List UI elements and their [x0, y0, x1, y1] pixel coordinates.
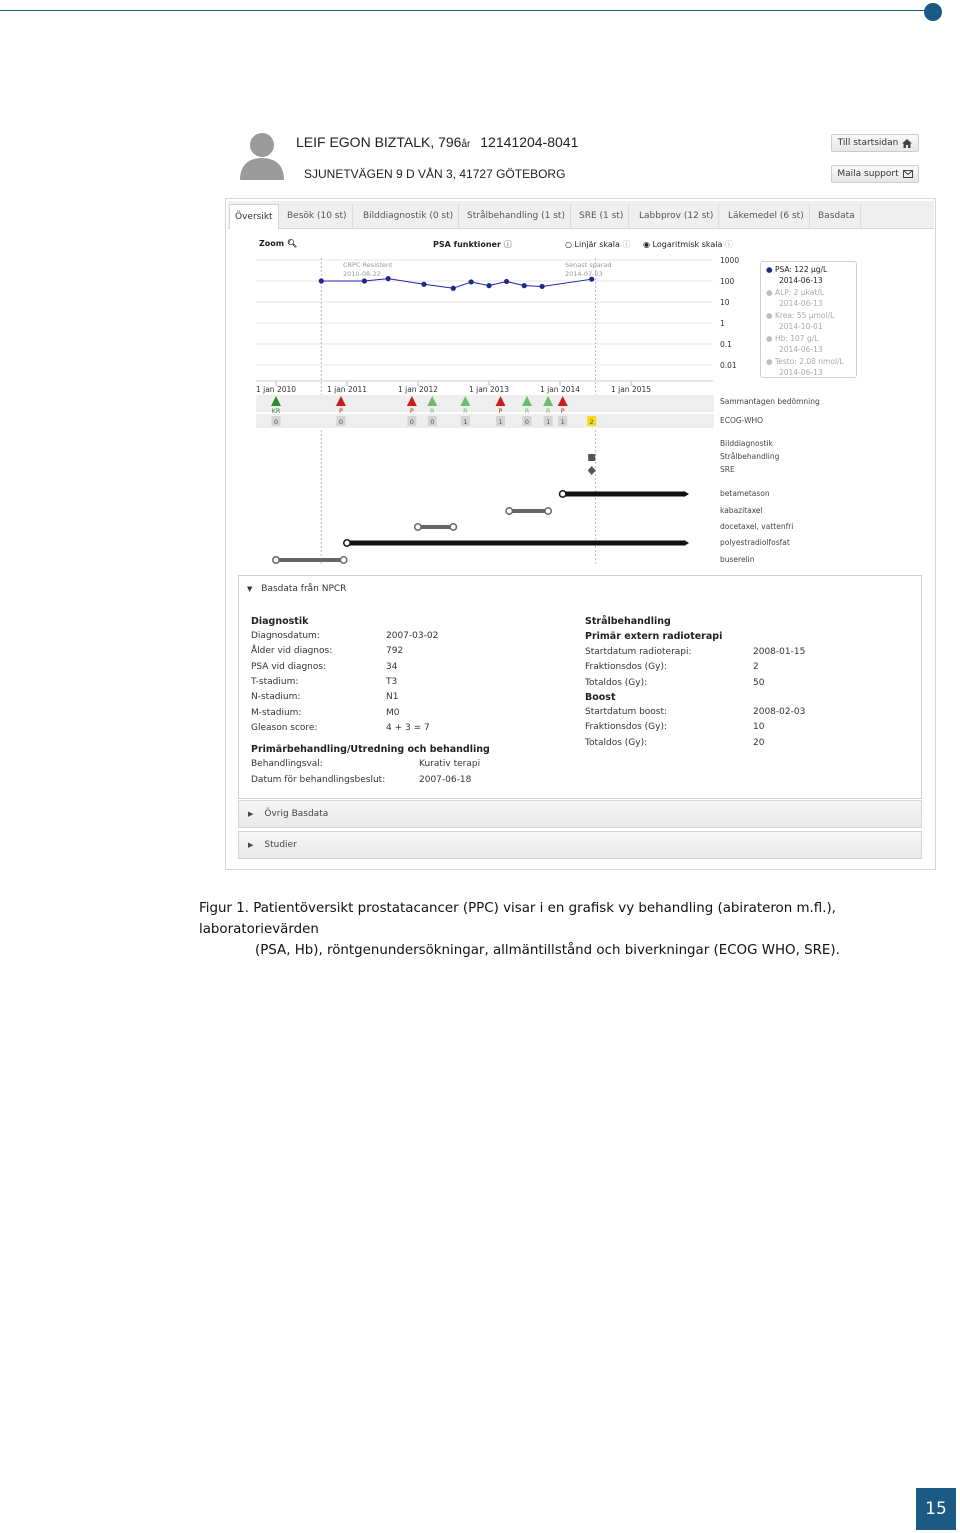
ovrig-label: Övrig Basdata — [264, 809, 329, 819]
y-tick-label: 100 — [720, 277, 735, 286]
legend-label: Krea: 55 µmol/L — [774, 311, 835, 320]
y-tick-label: 0.1 — [720, 340, 732, 349]
saved-annotation — [565, 261, 612, 279]
age-unit: år — [461, 139, 471, 150]
ecog-value: 1 — [546, 418, 551, 426]
field-label: Behandlingsval: — [251, 759, 323, 769]
figure-caption — [199, 898, 949, 961]
log-scale-label: Logaritmisk skala — [652, 240, 723, 249]
drug-start-marker — [506, 508, 512, 514]
legend-label: Testo: 2.08 nmol/L — [774, 357, 844, 366]
x-tick-label: 1 jan 2010 — [255, 385, 297, 394]
tab-labbprov[interactable]: Labbprov (12 st) — [634, 204, 719, 228]
drug-label: polyestradiolfosfat — [720, 538, 790, 547]
caption-line-2: (PSA, Hb), röntgenundersökningar, allmäntillstånd och biverkningar (ECOG WHO, SRE). — [255, 943, 840, 958]
y-tick-label: 0.01 — [720, 361, 737, 370]
sre-marker — [588, 466, 596, 475]
ecog-value: 0 — [338, 418, 343, 426]
diagnostik-heading: Diagnostik — [251, 616, 309, 627]
drug-start-marker — [415, 524, 421, 530]
stral-heading: Strålbehandling — [585, 616, 671, 627]
drug-start-marker — [273, 557, 279, 563]
tab-oversikt[interactable]: Översikt — [229, 204, 279, 229]
field-value: 2007-06-18 — [419, 774, 472, 785]
tab-stralbehandling[interactable]: Strålbehandling (1 st) — [462, 204, 571, 228]
field-label: N-stadium: — [251, 692, 301, 703]
legend-item[interactable] — [766, 287, 844, 309]
legend-date: 2014-10-01 — [779, 322, 823, 331]
ecog-value: 0 — [409, 418, 414, 426]
field-value: 10 — [753, 722, 765, 733]
drug-label: kabazitaxel — [720, 506, 763, 515]
field-value: 2008-01-15 — [753, 647, 806, 657]
caret-down-icon: ▼ — [247, 585, 253, 593]
x-tick-label: 1 jan 2013 — [468, 385, 510, 394]
patient-id: 12141204-8041 — [480, 134, 579, 150]
field-label: M-stadium: — [251, 707, 302, 718]
legend-dot-icon: ● — [766, 311, 775, 320]
ecog-value: 0 — [524, 418, 530, 426]
crpc-annotation — [343, 261, 393, 279]
psa-point — [486, 283, 491, 288]
basdata-panel — [238, 575, 922, 799]
info-icon: ⓘ — [503, 240, 512, 249]
info-icon: ⓘ — [622, 240, 631, 249]
basdata-header[interactable] — [247, 584, 346, 594]
linear-scale-label: Linjär skala — [574, 240, 620, 249]
field-label: Totaldos (Gy): — [585, 737, 648, 748]
ecog-value: 1 — [498, 418, 503, 426]
field-label: Datum för behandlingsbeslut: — [251, 774, 386, 785]
assessment-label: R — [430, 407, 435, 415]
row-label-imaging: Bilddiagnostik — [720, 439, 773, 448]
psa-line — [321, 279, 591, 289]
drug-label: betametason — [720, 489, 770, 498]
ecog-value: 1 — [560, 418, 565, 426]
legend-label: PSA: 122 µg/L — [774, 265, 828, 274]
saved-title: Senast sparad — [565, 261, 612, 269]
assessment-label: P — [338, 407, 343, 415]
y-tick-label: 10 — [720, 298, 730, 307]
primar-heading: Primärbehandling/Utredning och behandling — [251, 744, 490, 755]
crpc-date: 2010-08-22 — [343, 270, 381, 278]
patient-address: SJUNETVÄGEN 9 D VÅN 3, 41727 GÖTEBORG — [304, 167, 566, 181]
legend-item[interactable] — [766, 264, 844, 286]
drug-end-marker — [450, 524, 456, 530]
psa-point — [504, 279, 509, 284]
legend-dot-icon: ● — [766, 357, 775, 366]
row-label-sre: SRE — [720, 465, 735, 474]
legend-date: 2014-06-13 — [779, 368, 823, 377]
field-value: 2007-03-02 — [386, 631, 439, 641]
y-tick-label: 1 — [720, 319, 725, 328]
tab-sre[interactable]: SRE (1 st) — [574, 204, 629, 228]
assessment-label: P — [409, 407, 414, 415]
field-value: 2008-02-03 — [753, 707, 806, 717]
tab-bilddiagnostik[interactable]: Bilddiagnostik (0 st) — [358, 204, 459, 228]
psa-point — [319, 278, 324, 283]
field-value: 792 — [386, 646, 404, 657]
psa-point — [540, 284, 545, 289]
tab-basdata[interactable]: Basdata — [813, 204, 861, 228]
drug-start-marker — [344, 540, 350, 546]
tab-besok[interactable]: Besök (10 st) — [282, 204, 353, 228]
ecog-value: 0 — [273, 418, 279, 426]
ecog-band — [256, 414, 714, 428]
assessment-label: R — [524, 407, 530, 415]
row-label-radiation: Strålbehandling — [720, 452, 780, 461]
ecog-value: 0 — [430, 418, 435, 426]
drug-arrow — [684, 491, 689, 497]
drug-arrow — [684, 540, 689, 546]
assessment-label: R — [545, 407, 551, 415]
drug-start-marker — [560, 491, 566, 497]
field-label: Startdatum boost: — [585, 707, 668, 717]
legend-item[interactable] — [766, 356, 844, 378]
support-button-label: Maila support — [837, 169, 899, 179]
drug-end-marker — [340, 557, 346, 563]
field-label: T-stadium: — [251, 676, 299, 687]
page-number: 15 — [916, 1488, 956, 1530]
psa-point — [469, 279, 474, 284]
accordion-ovrig-basdata[interactable] — [238, 800, 922, 828]
y-tick-label: 1000 — [720, 256, 740, 265]
legend-dot-icon: ● — [766, 334, 775, 343]
assessment-label: KR — [271, 407, 281, 415]
ecog-value: 2 — [589, 418, 594, 426]
row-label-assessment: Sammantagen bedömning — [720, 397, 820, 406]
field-value: 20 — [753, 737, 765, 748]
field-value: N1 — [386, 692, 399, 703]
assessment-label: P — [560, 407, 565, 415]
legend-label: Hb: 107 g/L — [774, 334, 819, 343]
radio-checked-icon: ◉ — [643, 240, 650, 249]
field-label: Gleason score: — [251, 722, 318, 733]
legend-date: 2014-06-13 — [779, 345, 823, 354]
legend-date: 2014-06-13 — [779, 276, 823, 285]
ecog-value: 1 — [463, 418, 468, 426]
field-label: Ålder vid diagnos: — [251, 646, 333, 657]
field-value: Kurativ terapi — [419, 759, 481, 769]
psa-point — [451, 286, 456, 291]
field-label: Startdatum radioterapi: — [585, 647, 692, 657]
accordion-studier[interactable] — [238, 831, 922, 859]
zoom-label: Zoom — [259, 239, 285, 248]
field-value: 34 — [386, 661, 398, 672]
x-tick-label: 1 jan 2011 — [326, 385, 368, 394]
legend-label: ALP: 2 µkat/L — [774, 288, 825, 297]
tab-lakemedel[interactable]: Läkemedel (6 st) — [723, 204, 810, 228]
caret-right-icon: ▶ — [248, 841, 254, 849]
field-label: Fraktionsdos (Gy): — [585, 722, 668, 733]
home-button-label: Till startsidan — [837, 138, 899, 148]
legend-item[interactable] — [766, 310, 844, 332]
radio-unchecked-icon: ○ — [565, 240, 572, 249]
basdata-title: Basdata från NPCR — [261, 584, 347, 594]
psa-functions-label: PSA funktioner — [433, 240, 501, 249]
assessment-label: R — [463, 407, 468, 415]
crpc-title: CRPC Resistent — [343, 261, 393, 269]
lab-legend-items — [766, 264, 844, 379]
info-icon: ⓘ — [724, 240, 733, 249]
drug-end-marker — [545, 508, 551, 514]
caption-line-1: Figur 1. Patientöversikt prostatacancer (PPC) visar i en grafisk vy behandling (abirateron m.fl.), laboratorievärden — [199, 901, 836, 937]
field-label: Totaldos (Gy): — [585, 677, 648, 688]
boost-heading: Boost — [585, 692, 616, 703]
field-label: Diagnosdatum: — [251, 631, 320, 641]
field-label: PSA vid diagnos: — [251, 661, 327, 672]
field-value: T3 — [386, 676, 398, 687]
x-tick-label: 1 jan 2015 — [610, 385, 652, 394]
assessment-label: P — [498, 407, 503, 415]
field-label: Fraktionsdos (Gy): — [585, 662, 668, 673]
psa-point — [421, 282, 426, 287]
field-value: M0 — [386, 707, 400, 718]
legend-dot-icon: ● — [766, 288, 775, 297]
x-tick-label: 1 jan 2012 — [397, 385, 439, 394]
drug-label: docetaxel, vattenfri — [720, 522, 794, 531]
magnifier-icon: 🔍︎ — [286, 239, 298, 248]
radiation-marker — [588, 454, 595, 461]
caret-right-icon: ▶ — [248, 810, 254, 818]
field-value: 4 + 3 = 7 — [386, 722, 430, 733]
studier-label: Studier — [264, 840, 297, 850]
field-value: 50 — [753, 677, 765, 688]
psa-point — [362, 278, 367, 283]
stral-subheading: Primär extern radioterapi — [585, 631, 723, 642]
legend-item[interactable] — [766, 333, 844, 355]
patient-name-text: LEIF EGON BIZTALK, 796 — [296, 134, 462, 150]
x-tick-label: 1 jan 2014 — [539, 385, 581, 394]
row-label-ecog: ECOG-WHO — [720, 416, 764, 425]
saved-date: 2014-07-03 — [565, 270, 603, 278]
psa-point — [522, 283, 527, 288]
legend-dot-icon: ● — [766, 265, 775, 274]
drug-label: buserelin — [720, 555, 755, 564]
legend-date: 2014-06-13 — [779, 299, 823, 308]
assessment-band — [256, 395, 714, 412]
field-value: 2 — [753, 662, 759, 673]
